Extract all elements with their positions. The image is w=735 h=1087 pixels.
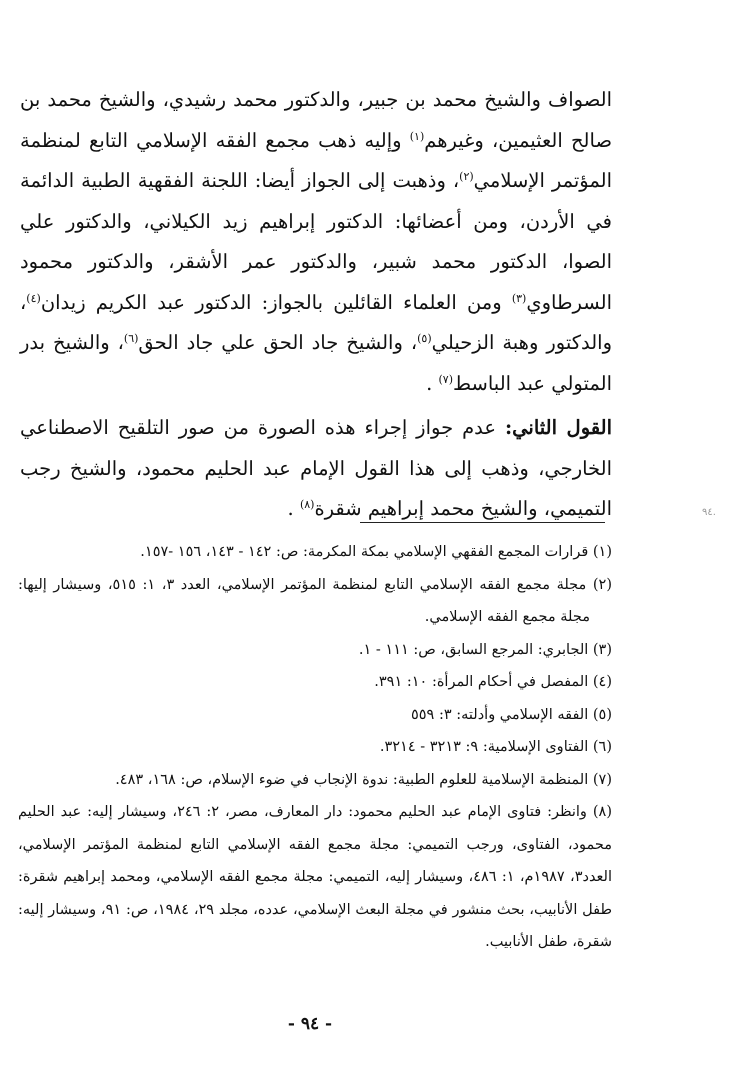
text-segment: وإليه ذهب مجمع الفقه الإسلامي التابع لمنظمة المؤتمر الإسلامي: [20, 128, 613, 192]
footnote-ref-8[interactable]: (٨): [299, 498, 315, 511]
footnotes-section: [18, 536, 612, 959]
footnote-ref-3[interactable]: (٣): [511, 291, 527, 305]
section-heading: القول الثاني:: [504, 416, 612, 439]
text-segment: ومن العلماء القائلين بالجواز: الدكتور عبد الكريم زيدان: [40, 290, 512, 314]
text-segment: .: [287, 497, 300, 520]
footnote-ref-4[interactable]: (٤): [26, 291, 41, 305]
footnote-ref-2[interactable]: (٢): [459, 170, 474, 183]
footnote-8: (٨) وانظر: فتاوى الإمام عبد الحليم محمود: دار المعارف، مصر، ٢: ٢٤٦، وسيشار إليه: عبد الحليم محمود، الفتاوى، ورجب التميمي: مجلة مجمع الفقه الإسلامي التابع لمنظمة المؤتمر الإسلامي، العدد٣، ١٩٨٧م، ١: ٤٨٦، وسيشار إليه، التميمي: مجلة مجمع الفقه الإسلامي، ومحمد إبراهيم شقرة: طفل الأنابيب، بحث منشور في مجلة البعث الإسلامي، عدده، مجلد ٢٩، ١٩٨٤، ص: ٩١، وسيشار إليه: شقرة، طفل الأنابيب.: [18, 804, 612, 950]
paragraph-first-opinion: [20, 80, 612, 404]
margin-mark: ٩٤.: [702, 507, 716, 518]
text-segment: ، والشيخ جاد الحق علي جاد الحق: [138, 331, 418, 354]
footnote-ref-5[interactable]: (٥): [417, 332, 432, 345]
footnote-2: (٢) مجلة مجمع الفقه الإسلامي التابع لمنظمة المؤتمر الإسلامي، العدد ٣، ١: ٥١٥، وسيشار إليها: مجلة مجمع الفقه الإسلامي.: [18, 576, 612, 625]
footnote-1: (١) قرارات المجمع الفقهي الإسلامي بمكة المكرمة: ص: ١٤٢ - ١٤٣، ١٥٦ -١٥٧.: [140, 544, 612, 560]
text-segment: ، والدكتور وهبة الزحيلي: [20, 290, 612, 354]
footnote-divider: [360, 522, 605, 523]
footnote-6: (٦) الفتاوى الإسلامية: ٩: ٣٢١٣ - ٣٢١٤.: [379, 739, 612, 755]
text-segment: ، وذهبت إلى الجواز أيضا: اللجنة الفقهية الطبية الدائمة في الأردن، ومن أعضائها: الدكتور إبراهيم زيد الكيلاني، والدكتور علي الصوا، الدكتور محمد شبير، والدكتور عمر الأشقر، والدكتور محمود السرطاوي: [20, 169, 612, 314]
footnote-5: (٥) الفقه الإسلامي وأدلته: ٣: ٥٥٩: [410, 706, 612, 723]
text-segment: ، والشيخ بدر المتولي عبد الباسط: [20, 331, 612, 395]
footnote-ref-7[interactable]: (٧): [438, 372, 454, 386]
footnote-ref-6[interactable]: (٦): [123, 332, 139, 345]
footnote-3: (٣) الجابري: المرجع السابق، ص: ١١١ - ١.: [358, 641, 612, 658]
text-segment: .: [426, 371, 439, 395]
footnote-7: (٧) المنظمة الإسلامية للعلوم الطبية: ندوة الإنجاب في ضوء الإسلام، ص: ١٦٨، ٤٨٣.: [115, 771, 612, 788]
footnote-ref-1[interactable]: (١): [409, 129, 425, 143]
page-number: - ٩٤ -: [287, 1014, 333, 1034]
main-text: [20, 80, 612, 530]
text-segment: عدم جواز إجراء هذه الصورة من صور التلقيح الاصطناعي الخارجي، وذهب إلى هذا القول الإمام عبد الحليم محمود، والشيخ رجب التميمي، والشيخ محمد إبراهيم شقرة: [20, 416, 612, 520]
text-segment: الصواف والشيخ محمد بن جبير، والدكتور محمد رشيدي، والشيخ محمد بن صالح العثيمين، وغيرهم: [20, 88, 613, 152]
footnote-4: (٤) المفصل في أحكام المرأة: ١٠: ٣٩١.: [374, 674, 612, 690]
paragraph-second-opinion: [20, 408, 612, 530]
